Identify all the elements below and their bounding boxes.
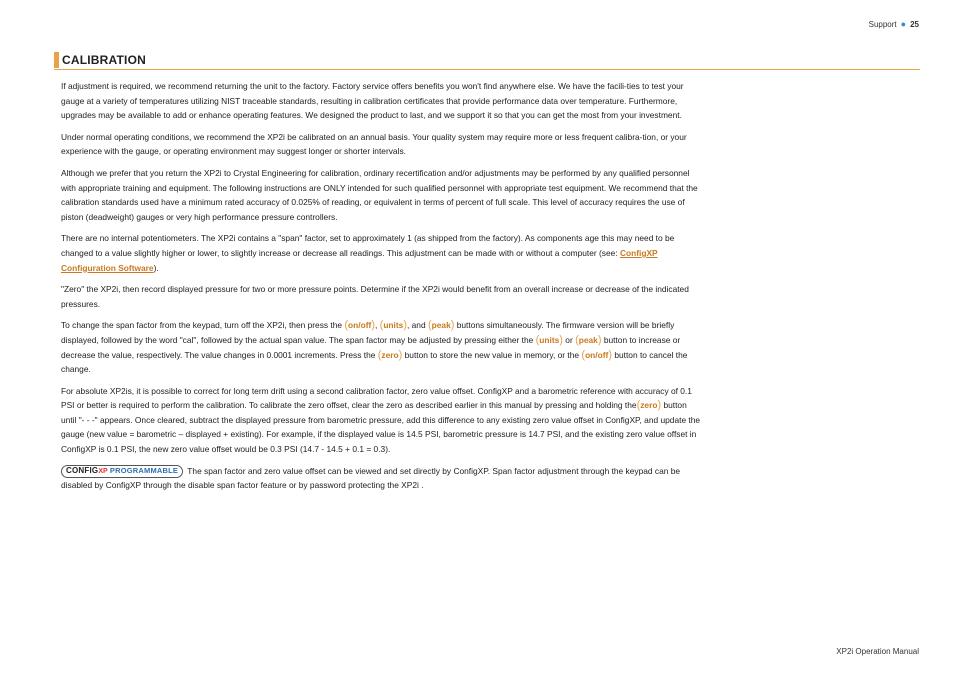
paragraph-calibration-interval: Under normal operating conditions, we recommend the XP2i be calibrated on an annual basis. Your quality system may require more or less frequent calibra-tion, or your experience with the gauge, or operating environment may suggest longer or shorter intervals. (61, 131, 687, 157)
zero-button-label: (zero) (636, 399, 662, 412)
text-run: For absolute XP2is, it is possible to correct for long term drift using a second calibration factor, zero value offset. ConfigXP and a barometric reference with accuracy of 0.1 PSI or better is required to perform the calibration. To calibrate the zero offset, clear the zero as described earlier in this manual by pressing and holding the (61, 385, 692, 411)
paragraph-zero-offset (61, 384, 701, 457)
peak-button-label: (peak) (427, 319, 455, 332)
text-run: button until "- - -" appears. Once cleared, subtract the displayed pressure from barometric pressure, add this difference to any existing zero value offset in ConfigXP, and update the gauge (new value = barometric – displayed + existing). For example, if the displayed value is 14.5 PSI, barometric pressure is 14.7 PSI, and the existing zero value offset in ConfigXP is 0.1 PSI, the new zero value offset would be 0.3 PSI (14.7 - 14.5 + 0.1 = 0.3). (61, 400, 701, 455)
text-run: , (374, 320, 380, 331)
paragraph-zero-gauge: "Zero" the XP2i, then record displayed pressure for two or more pressure points. Determine if the XP2i would benefit from an overall increase or decrease of the indicated pressures. (61, 284, 689, 309)
text-run: or (562, 334, 576, 345)
paragraph-factory-service: If adjustment is required, we recommend returning the unit to the factory. Factory service offers benefits you won't find anywhere else. We have the facili-ties to test your gauge at a variety of temperatures utilizing NIST traceable standards, resulting in calibration certificates that provide performance data over temperature. Furthermore, upgrades may be available to add or enhance operating features. We designed the product to last, and we support it so that you can get the most from your investment. (61, 81, 684, 121)
configxp-programmable-badge: CONFIGXP PROGRAMMABLE (61, 465, 183, 478)
text-run: The span factor and zero value offset can be viewed and set directly by ConfigXP. Span factor adjustment through the keypad can be disabled by ConfigXP through the disable span factor feature or by password protecting the XP2i . (61, 465, 681, 491)
text-run: ). (153, 262, 159, 273)
text-run: button to increase or decrease the value, respectively. The value changes in 0.0001 increments. Press the (61, 334, 681, 360)
bullet-icon: ● (900, 19, 907, 29)
paragraph-qualified-personnel: Although we prefer that you return the XP2i to Crystal Engineering for calibration, ordinary recertification and/or adjustments may be performed by any qualified personnel with appropriate training and equipment. The following instructions are ONLY intended for such qualified personnel with appropriate test equipment. We recommend that the calibration standards used have a minimum rated accuracy of 0.025% of reading, or equivalent in terms of percent of full scale. This level of accuracy requires the use of piston (deadweight) gauges or very high performance pressure controllers. (61, 167, 698, 222)
units-button-label: (units) (379, 319, 407, 332)
heading-accent-bar (54, 52, 59, 68)
page-header (869, 19, 919, 29)
header-section: Support (868, 19, 897, 29)
text-run: button to cancel the change. (61, 349, 688, 375)
units-button-label: (units) (535, 333, 563, 346)
body-content (61, 79, 701, 500)
text-run: button to store the new value in memory, or the (402, 349, 582, 360)
paragraph-configxp-note (61, 464, 701, 493)
page-number: 25 (910, 19, 919, 29)
page-footer: XP2i Operation Manual (836, 647, 919, 656)
section-heading (54, 52, 920, 70)
section-title: CALIBRATION (62, 53, 146, 67)
zero-button-label: (zero) (377, 348, 403, 361)
on-off-button-label: (on/off) (344, 319, 375, 332)
text-run: There are no internal potentiometers. The XP2i contains a "span" factor, set to approximately 1 (as shipped from the factory). As components age this may need to be changed to a value slightly higher or lower, to slightly increase or decrease all readings. This adjustment can be made with or without a computer (see: (61, 233, 675, 258)
paragraph-span-factor (61, 231, 701, 275)
text-run: To change the span factor from the keypad, turn off the XP2i, then press the (61, 320, 345, 331)
peak-button-label: (peak) (575, 333, 602, 346)
paragraph-keypad-span (61, 318, 701, 376)
on-off-button-label: (on/off) (581, 348, 612, 361)
text-run: , and (407, 320, 428, 331)
text-run: buttons simultaneously. The firmware version will be briefly displayed, followed by the word "cal", followed by the actual span value. The span factor may be adjusted by pressing either the (61, 320, 675, 345)
configxp-software-link[interactable]: ConfigXP Configuration Software (61, 247, 658, 273)
